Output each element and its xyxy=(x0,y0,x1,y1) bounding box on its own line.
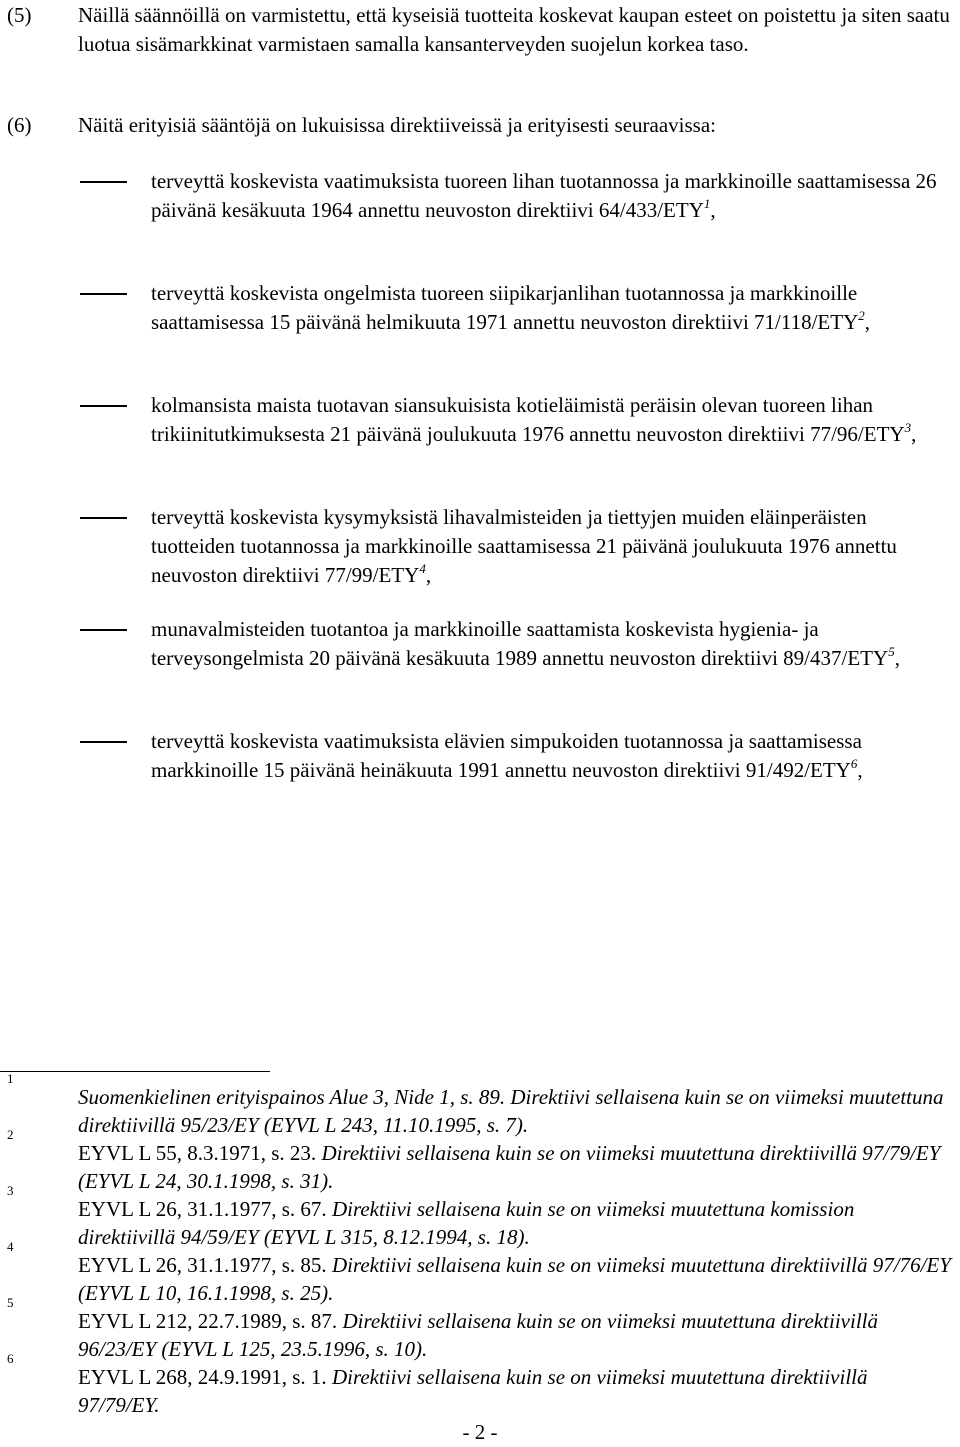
list-item xyxy=(0,167,952,225)
footnote-text: EYVL L 268, 24.9.1991, s. 1. Direktiivi sellaisena kuin se on viimeksi muutettuna direktiivillä 97/79/EY. xyxy=(78,1365,868,1417)
footnote-separator xyxy=(0,1071,270,1072)
footnote-ref: 1 xyxy=(703,196,711,211)
list-item xyxy=(0,503,952,590)
list-item xyxy=(0,279,952,337)
footnote-ref: 5 xyxy=(888,644,895,659)
footnote xyxy=(0,1295,952,1363)
footnote-number: 2 xyxy=(7,1127,14,1142)
footnote-number: 3 xyxy=(7,1183,14,1198)
dash-bullet xyxy=(80,293,127,295)
footnote-ref: 6 xyxy=(850,756,858,771)
footnote-number: 5 xyxy=(7,1295,14,1310)
footnote-text: EYVL L 55, 8.3.1971, s. 23. Direktiivi sellaisena kuin se on viimeksi muutettuna direktiivillä 97/79/EY (EYVL L 24, 30.1.1998, s. 31). xyxy=(78,1141,941,1193)
footnote-number: 4 xyxy=(7,1239,14,1254)
footnote xyxy=(0,1071,952,1139)
paragraph-text: Näillä säännöillä on varmistettu, että kyseisiä tuotteita koskevat kaupan esteet on poistettu ja siten saatu luotua sisämarkkinat varmistaen samalla kansanterveyden suojelun korkea taso. xyxy=(78,3,950,56)
footnote-ref: 3 xyxy=(904,420,912,435)
footnote-ref: 4 xyxy=(419,561,426,576)
dash-bullet xyxy=(80,741,127,743)
list-item-text: terveyttä koskevista kysymyksistä lihavalmisteiden ja tiettyjen muiden eläinperäisten tuotteiden tuotannossa ja markkinoille saattamisessa 21 päivänä joulukuuta 1976 annettu neuvoston direktiivi 77/99/ETY$^4$, xyxy=(151,505,897,587)
list-item-text: terveyttä koskevista vaatimuksista elävien simpukoiden tuotannossa ja saattamisessa markkinoille 15 päivänä heinäkuuta 1991 annettu neuvoston direktiivi 91/492/ETY$^6$, xyxy=(151,729,863,782)
footnote-text: EYVL L 26, 31.1.1977, s. 67. Direktiivi sellaisena kuin se on viimeksi muutettuna komission direktiivillä 94/59/EY (EYVL L 315, 8.12.1994, s. 18). xyxy=(78,1197,855,1249)
paragraph-5 xyxy=(0,1,952,59)
paragraph-6 xyxy=(0,111,952,140)
list-item-text: kolmansista maista tuotavan siansukuisista kotieläimistä peräisin olevan tuoreen lihan trikiinitutkimuksesta 21 päivänä joulukuuta 1976 annettu neuvoston direktiivi 77/96/ETY$^3$, xyxy=(151,393,917,446)
footnote xyxy=(0,1127,952,1195)
list-item-text: munavalmisteiden tuotantoa ja markkinoille saattamista koskevista hygienia- ja terveysongelmista 20 päivänä kesäkuuta 1989 annettu neuvoston direktiivi 89/437/ETY$^5$, xyxy=(151,617,900,670)
footnote-ref: 2 xyxy=(858,308,865,323)
list-item-text: terveyttä koskevista vaatimuksista tuoreen lihan tuotannossa ja markkinoille saattamisessa 26 päivänä kesäkuuta 1964 annettu neuvoston direktiivi 64/433/ETY$^1$, xyxy=(151,169,937,222)
paragraph-text: Näitä erityisiä sääntöjä on lukuisissa direktiiveissä ja erityisesti seuraavissa: xyxy=(78,113,717,137)
dash-bullet xyxy=(80,181,127,183)
list-item xyxy=(0,727,952,785)
footnote-number: 6 xyxy=(7,1351,14,1366)
footnote-text: Suomenkielinen erityispainos Alue 3, Nide 1, s. 89. Direktiivi sellaisena kuin se on viimeksi muutettuna direktiivillä 95/23/EY (EYVL L 243, 11.10.1995, s. 7). xyxy=(78,1085,944,1137)
footnote-text: EYVL L 212, 22.7.1989, s. 87. Direktiivi sellaisena kuin se on viimeksi muutettuna direktiivillä 96/23/EY (EYVL L 125, 23.5.1996, s. 10). xyxy=(78,1309,879,1361)
dash-bullet xyxy=(80,517,127,519)
footnote-number: 1 xyxy=(7,1071,14,1086)
dash-bullet xyxy=(80,405,127,407)
list-item-text: terveyttä koskevista ongelmista tuoreen siipikarjanlihan tuotannossa ja markkinoille saattamisessa 15 päivänä helmikuuta 1971 annettu neuvoston direktiivi 71/118/ETY$^2$, xyxy=(151,281,870,334)
footnote xyxy=(0,1351,952,1419)
footnote-text: EYVL L 26, 31.1.1977, s. 85. Direktiivi sellaisena kuin se on viimeksi muutettuna direktiivillä 97/76/EY (EYVL L 10, 16.1.1998, s. 25). xyxy=(78,1253,951,1305)
footnote xyxy=(0,1183,952,1251)
dash-bullet xyxy=(80,629,127,631)
list-item xyxy=(0,391,952,449)
page-number: - 2 - xyxy=(462,1420,498,1444)
list-item xyxy=(0,615,952,673)
footnote xyxy=(0,1239,952,1307)
paragraph-number: (6) xyxy=(7,113,32,137)
paragraph-number: (5) xyxy=(7,3,32,27)
